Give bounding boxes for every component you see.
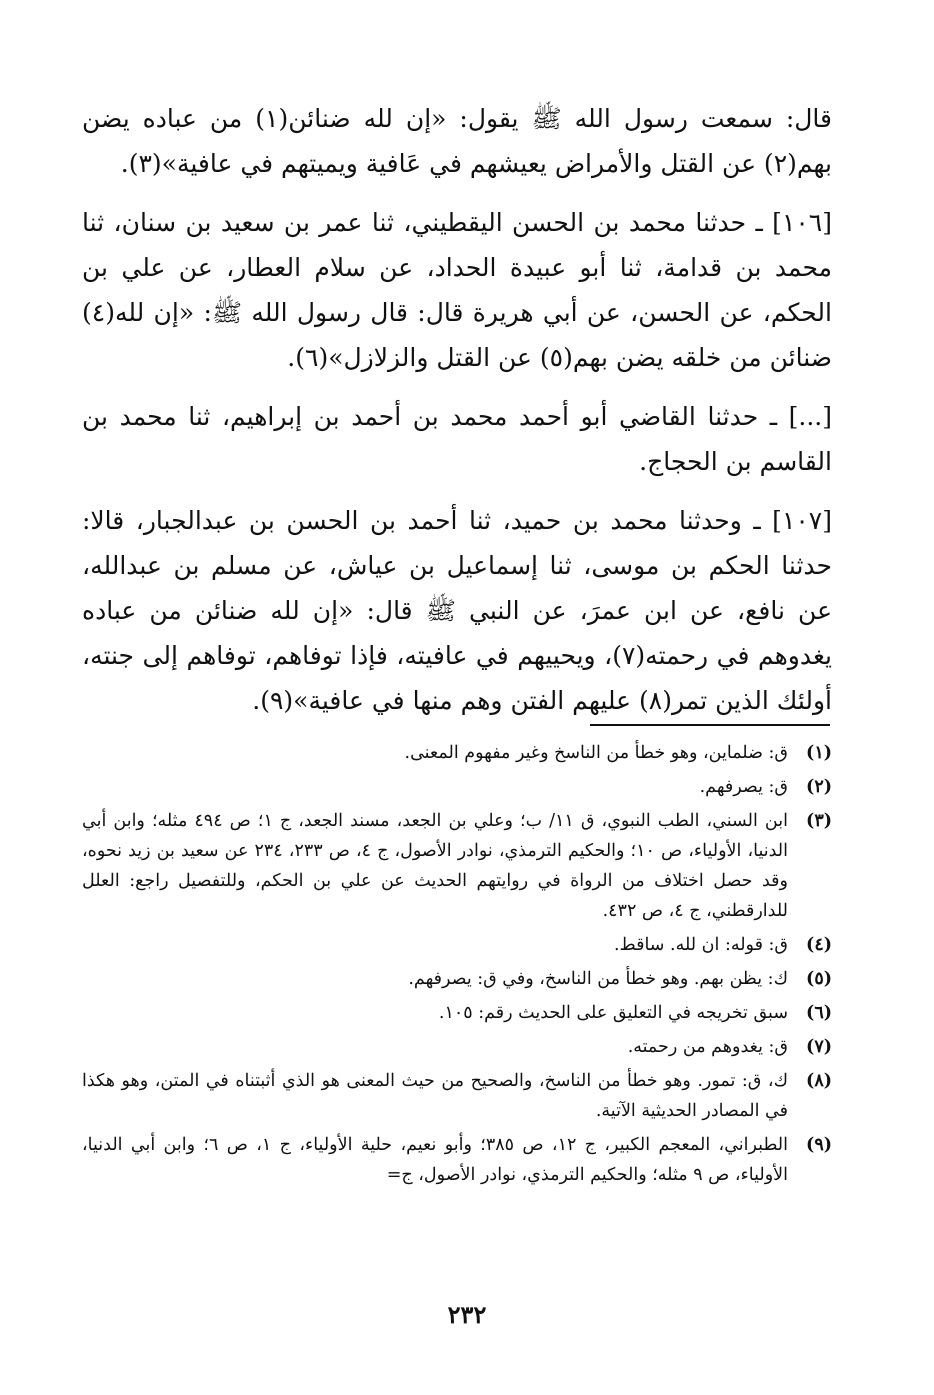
footnote-number: (٩) <box>806 1135 832 1155</box>
footnotes <box>82 738 832 1194</box>
footnote-text: ق: ضلماين، وهو خطأ من الناسخ وغير مفهوم المعنى. <box>404 743 788 763</box>
page-number: ٢٣٢ <box>447 1300 487 1329</box>
footnote-4 <box>82 930 832 960</box>
footnote-9 <box>82 1130 832 1190</box>
footnote-number: (١) <box>806 743 832 763</box>
footnote-text: سبق تخريجه في التعليق على الحديث رقم: ١٠٥. <box>438 1003 788 1023</box>
footnote-number: (٥) <box>806 969 832 989</box>
footnote-number: (٦) <box>806 1003 832 1023</box>
footnote-text: ق: قوله: ان لله. ساقط. <box>613 935 788 955</box>
footnote-separator <box>590 724 830 726</box>
footnote-6 <box>82 998 832 1028</box>
footnote-text: ق: يغدوهم من رحمته. <box>627 1037 788 1057</box>
footnote-number: (٣) <box>806 811 832 831</box>
footnote-text: ك، ق: تمور. وهو خطأ من الناسخ، والصحيح من حيث المعنى هو الذي أثبتناه في المتن، وهو هكذا في المصادر الحديثية الآتية. <box>82 1071 788 1121</box>
paragraph-hadith-intro: قال: سمعت رسول الله ﷺ يقول: «إن لله ضنائن(١) من عباده يضن بهم(٢) عن القتل والأمراض يعيشهم في عَافية ويميتهم في عافية»(٣). <box>82 104 833 178</box>
footnote-text: ق: يصرفهم. <box>699 777 788 797</box>
main-text <box>82 96 832 737</box>
paragraph-chain-note: [...] ـ حدثنا القاضي أبو أحمد محمد بن أحمد بن إبراهيم، ثنا محمد بن القاسم بن الحجاج. <box>82 402 832 476</box>
footnote-text: ك: يظن بهم. وهو خطأ من الناسخ، وفي ق: يصرفهم. <box>408 969 788 989</box>
footnote-text: الطبراني، المعجم الكبير، ج ١٢، ص ٣٨٥؛ وأبو نعيم، حلية الأولياء، ج ١، ص ٦؛ وابن أبي الدنيا، الأولياء، ص ٩ مثله؛ والحكيم الترمذي، نوادر الأصول، ج= <box>82 1135 788 1185</box>
paragraph-hadith-107: [١٠٧] ـ وحدثنا محمد بن حميد، ثنا أحمد بن الحسن بن عبدالجبار، قالا: حدثنا الحكم بن موسى، ثنا إسماعيل بن عياش، عن مسلم بن عبدالله، عن نافع، عن ابن عمرَ، عن النبي ﷺ قال: «إن لله ضنائن من عباده يغدوهم في رحمته(٧)، ويحييهم في عافيته، فإذا توفاهم، توفاهم إلى جنته، أولئك الذين تمر(٨) عليهم الفتن وهم منها في عافية»(٩). <box>82 506 832 715</box>
footnote-2 <box>82 772 832 802</box>
footnote-text: ابن السني، الطب النبوي، ق ١١/ ب؛ وعلي بن الجعد، مسند الجعد، ج ١؛ ص ٤٩٤ مثله؛ وابن أبي الدنيا، الأولياء، ص ١٠؛ والحكيم الترمذي، نوادر الأصول، ج ٤، ص ٢٣٣، ٢٣٤ عن سعيد بن زيد نحوه، وقد حصل اختلاف من الرواة في روايتهم الحديث عن علي بن الحكم، وللتفصيل راجع: العلل للدارقطني، ج ٤، ص ٤٣٢. <box>82 811 788 921</box>
paragraph-hadith-106: [١٠٦] ـ حدثنا محمد بن الحسن اليقطيني، ثنا عمر بن سعيد بن سنان، ثنا محمد بن قدامة، ثنا أبو عبيدة الحداد، عن سلام العطار، عن علي بن الحكم، عن الحسن، عن أبي هريرة قال: قال رسول الله ﷺ: «إن لله(٤) ضنائن من خلقه يضن بهم(٥) عن القتل والزلازل»(٦). <box>82 208 832 372</box>
footnote-7 <box>82 1032 832 1062</box>
footnote-number: (٧) <box>806 1037 832 1057</box>
footnote-number: (٤) <box>806 935 832 955</box>
footnote-number: (٢) <box>806 777 832 797</box>
footnote-3 <box>82 806 832 926</box>
footnote-5 <box>82 964 832 994</box>
footnote-number: (٨) <box>806 1071 832 1091</box>
footnote-1 <box>82 738 832 768</box>
footnote-8 <box>82 1066 832 1126</box>
